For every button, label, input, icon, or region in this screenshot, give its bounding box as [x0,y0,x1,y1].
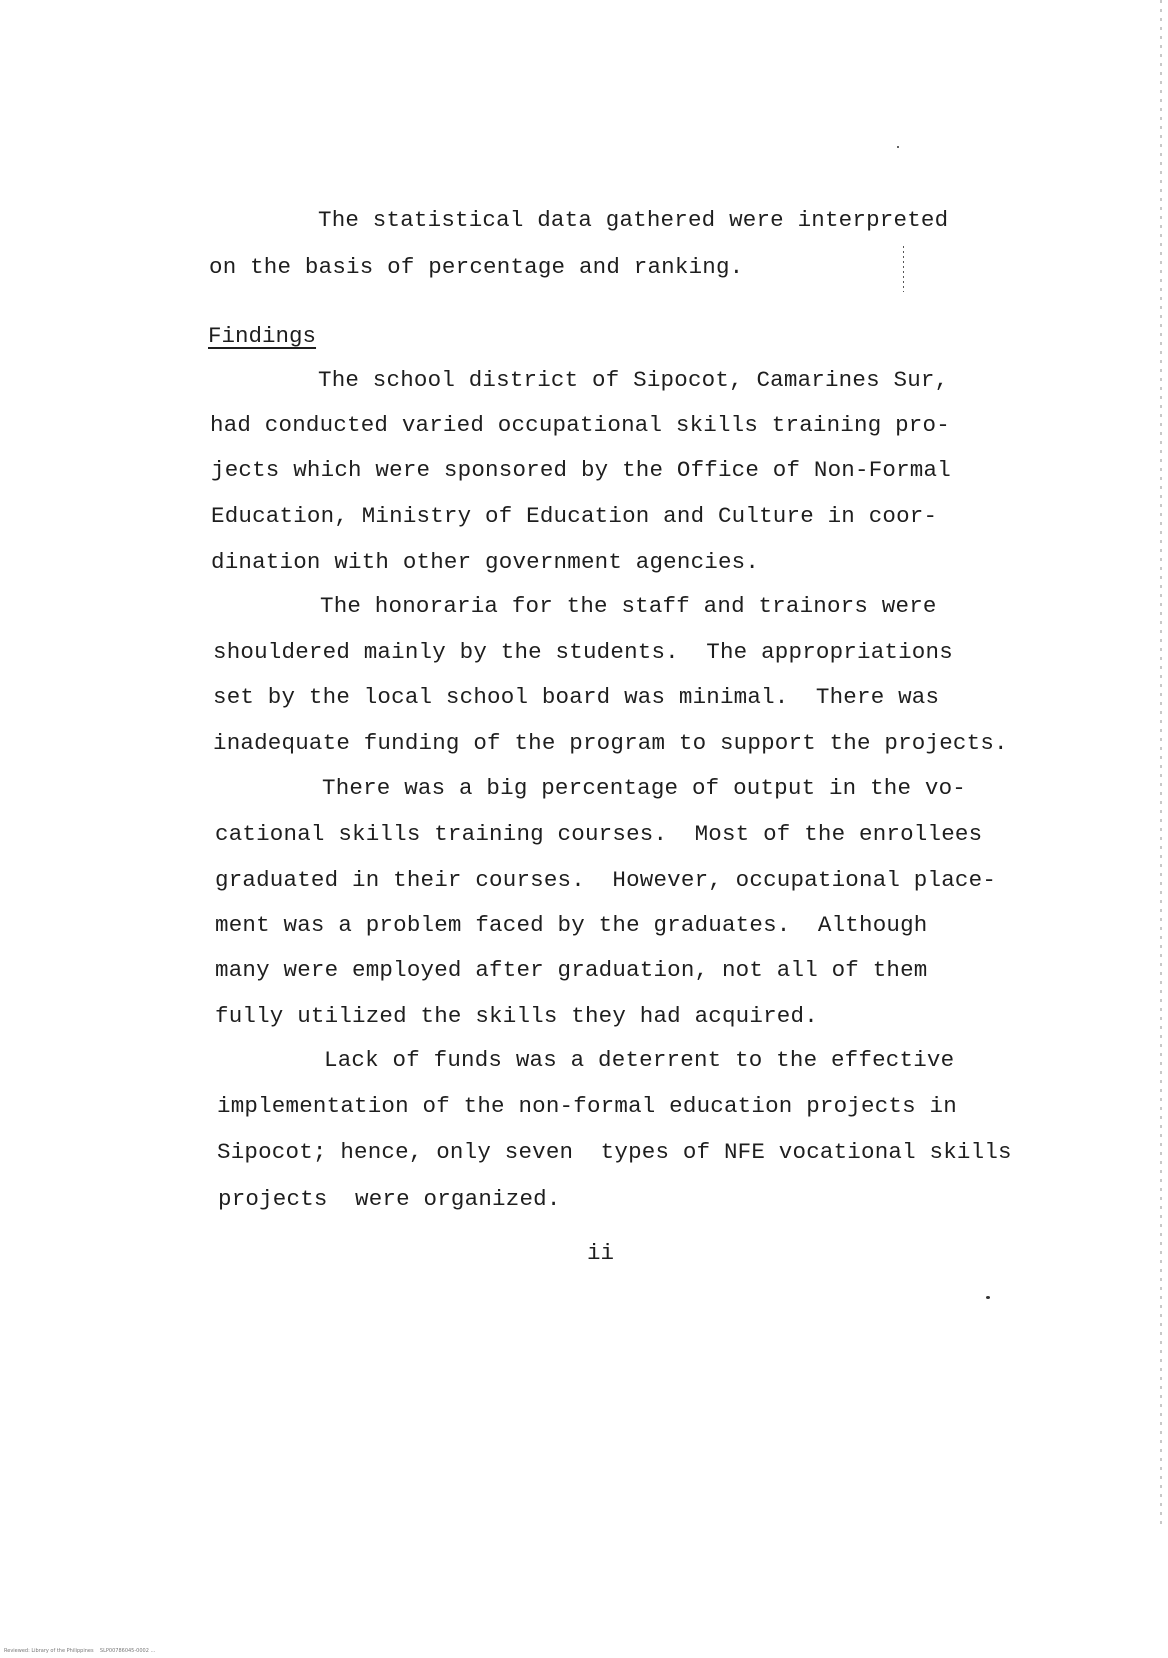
paragraph-2-line-2: had conducted varied occupational skills training pro- [210,412,950,438]
paragraph-4-line-1: There was a big percentage of output in the vo- [322,775,967,801]
paragraph-4-line-3: graduated in their courses. However, occupational place- [215,867,997,893]
section-heading-findings: Findings [208,323,317,349]
paragraph-5-line-3: Sipocot; hence, only seven types of NFE vocational skills [217,1139,1012,1165]
paragraph-2-line-5: dination with other government agencies. [211,549,760,575]
paragraph-2-line-1: The school district of Sipocot, Camarines Sur, [318,367,949,393]
scan-speck [986,1296,990,1299]
paragraph-3-line-1: The honoraria for the staff and trainors were [320,593,937,619]
paragraph-2-line-4: Education, Ministry of Education and Culture in coor- [211,503,938,529]
paragraph-1-line-2: on the basis of percentage and ranking. [209,254,744,280]
scan-edge-artifact [1160,0,1162,1530]
paragraph-5-line-2: implementation of the non-formal education projects in [217,1093,957,1119]
paragraph-5-line-1: Lack of funds was a deterrent to the effective [324,1047,955,1073]
paragraph-1-line-1: The statistical data gathered were interpreted [318,207,949,233]
paragraph-3-line-2: shouldered mainly by the students. The appropriations [213,639,953,665]
paragraph-3-line-3: set by the local school board was minimal. There was [213,684,940,710]
scan-mark [903,246,904,292]
paragraph-5-line-4: projects were organized. [218,1186,561,1212]
scan-speck [897,146,899,148]
paragraph-4-line-4: ment was a problem faced by the graduates. Although [215,912,928,938]
paragraph-2-line-3: jects which were sponsored by the Office of Non-Formal [211,457,951,483]
footer-text: Reviewed: Library of the Philippines SLP00786045-0002 ... [4,1648,156,1654]
paragraph-4-line-5: many were employed after graduation, not all of them [215,957,928,983]
paragraph-3-line-4: inadequate funding of the program to support the projects. [213,730,1008,756]
paragraph-4-line-2: cational skills training courses. Most of the enrollees [215,821,983,847]
page-number: ii [587,1240,615,1266]
paragraph-4-line-6: fully utilized the skills they had acquired. [215,1003,818,1029]
